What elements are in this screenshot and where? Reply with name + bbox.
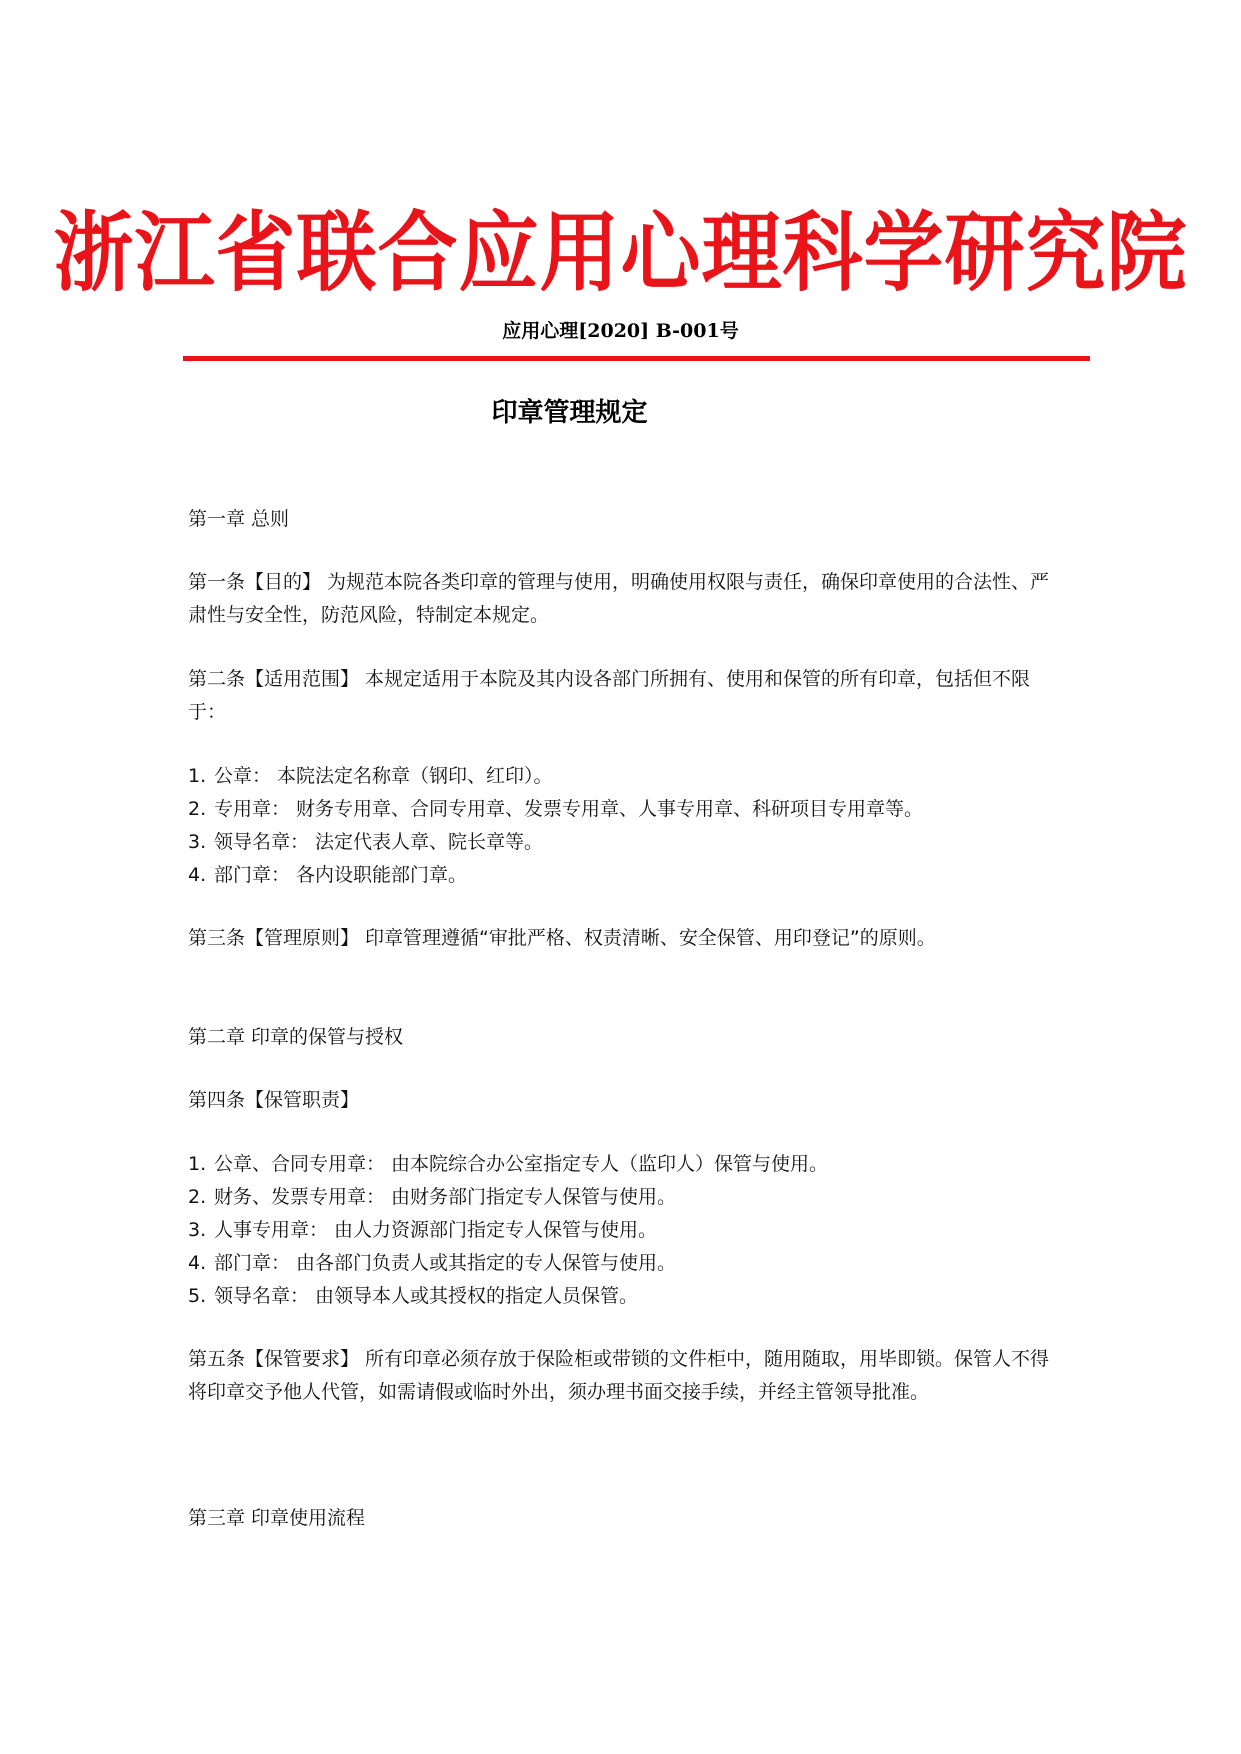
document-number: 应用心理[2020] B-001号 — [502, 320, 739, 342]
document-title: 印章管理规定 — [491, 398, 648, 428]
list-number: 4. — [188, 864, 207, 886]
organization-masthead: 浙江省联合应用心理科学研究院 — [53, 201, 1188, 303]
article-1: 第一条【目的】 为规范本院各类印章的管理与使用，明确使用权限与责任，确保印章使用的合法性、严肃性与安全性，防范风险，特制定本规定。 — [188, 571, 1050, 626]
chapter-2-heading: 第二章 印章的保管与授权 — [188, 1026, 404, 1048]
list-item — [188, 1181, 676, 1214]
list-item — [188, 826, 543, 859]
list-text: 领导名章： 法定代表人章、院长章等。 — [214, 831, 544, 853]
article-3: 第三条【管理原则】 印章管理遵循“审批严格、权责清晰、安全保管、用印登记”的原则。 — [188, 927, 936, 949]
article-2: 第二条【适用范围】 本规定适用于本院及其内设各部门所拥有、使用和保管的所有印章，包括但不限于： — [188, 668, 1031, 723]
list-text: 公章、合同专用章： 由本院综合办公室指定专人（监印人）保管与使用。 — [214, 1153, 829, 1175]
list-number: 1. — [188, 765, 207, 787]
list-text: 部门章： 各内设职能部门章。 — [214, 864, 468, 886]
list-item — [188, 859, 467, 892]
list-number: 2. — [188, 798, 207, 820]
article-4: 第四条【保管职责】 — [188, 1089, 360, 1111]
list-number: 3. — [188, 831, 207, 853]
list-item — [188, 1214, 657, 1247]
list-number: 1. — [188, 1153, 207, 1175]
list-number: 4. — [188, 1252, 207, 1274]
list-item — [188, 760, 553, 793]
list-number: 5. — [188, 1285, 207, 1307]
chapter-3-heading: 第三章 印章使用流程 — [188, 1507, 366, 1529]
list-item — [188, 1148, 828, 1181]
article-5: 第五条【保管要求】 所有印章必须存放于保险柜或带锁的文件柜中，随用随取，用毕即锁。保管人不得将印章交予他人代管，如需请假或临时外出，须办理书面交接手续，并经主管领导批准。 — [188, 1348, 1050, 1403]
chapter-1-heading: 第一章 总则 — [188, 508, 290, 530]
list-item — [188, 1280, 638, 1313]
list-number: 2. — [188, 1186, 207, 1208]
list-text: 公章： 本院法定名称章（钢印、红印）。 — [214, 765, 553, 787]
list-text: 财务、发票专用章： 由财务部门指定专人保管与使用。 — [214, 1186, 677, 1208]
list-item — [188, 793, 923, 826]
list-text: 人事专用章： 由人力资源部门指定专人保管与使用。 — [214, 1219, 658, 1241]
list-text: 专用章： 财务专用章、合同专用章、发票专用章、人事专用章、科研项目专用章等。 — [214, 798, 924, 820]
list-item — [188, 1247, 676, 1280]
list-number: 3. — [188, 1219, 207, 1241]
list-text: 部门章： 由各部门负责人或其指定的专人保管与使用。 — [214, 1252, 677, 1274]
red-divider-line — [183, 356, 1090, 361]
list-text: 领导名章： 由领导本人或其授权的指定人员保管。 — [214, 1285, 639, 1307]
